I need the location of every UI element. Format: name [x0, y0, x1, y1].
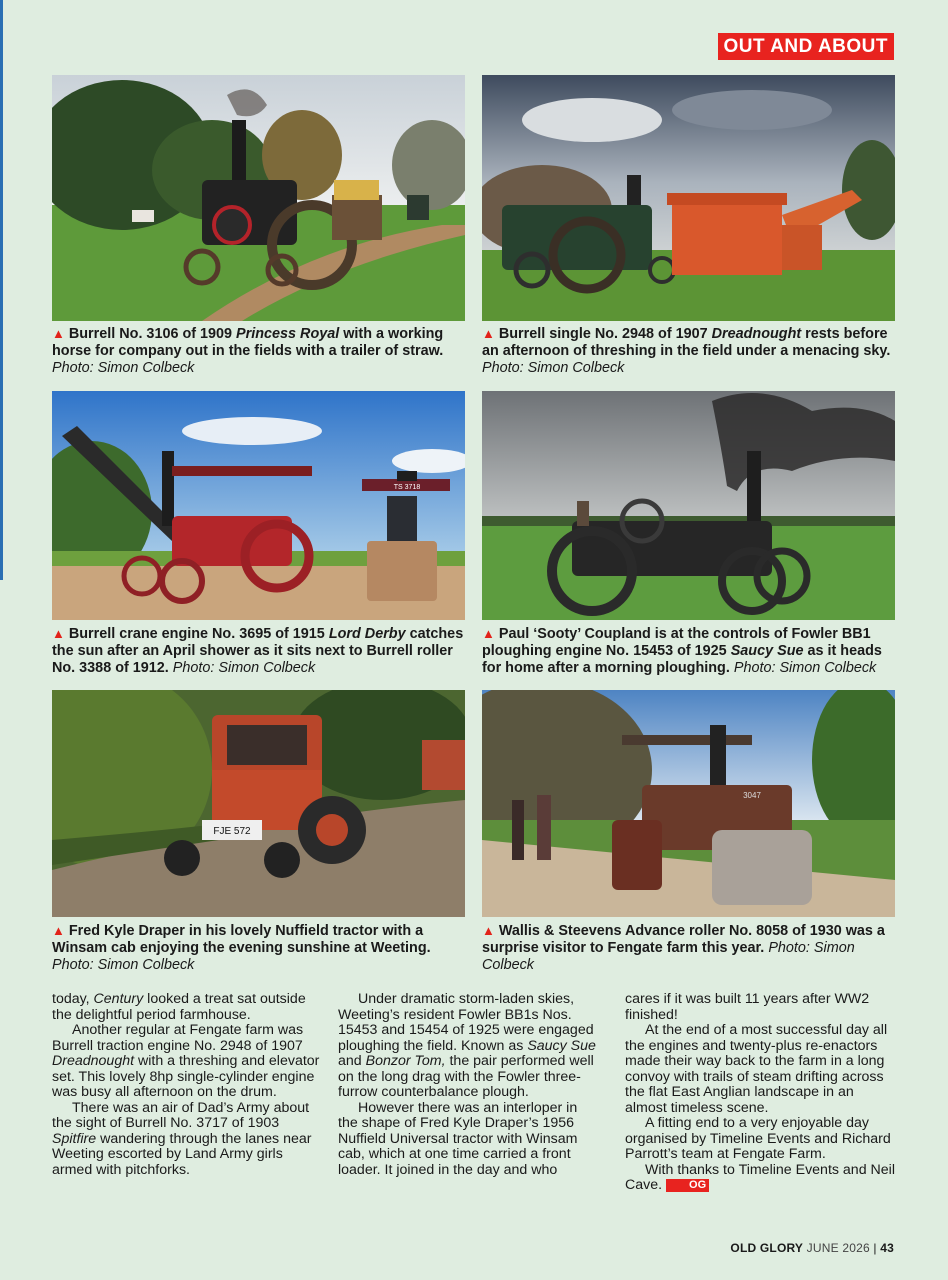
engine-name: Spitfire — [52, 1130, 97, 1147]
caption-engine-name: Saucy Sue — [730, 643, 804, 659]
caption-nuffield-tractor — [52, 922, 472, 974]
engine-name: Century — [93, 991, 144, 1007]
caption-triangle-icon: ▲ — [52, 923, 65, 938]
page-number: 43 — [880, 1241, 894, 1255]
caption-triangle-icon: ▲ — [482, 923, 495, 938]
caption-triangle-icon: ▲ — [52, 326, 65, 341]
engine-name: Dreadnought — [52, 1053, 135, 1069]
photo-saucy-sue — [482, 391, 895, 620]
text-run: There was an air of Dad’s Army about the sight of Burrell No. 3717 of 1903 — [52, 1099, 310, 1131]
paragraph: A fitting end to a very enjoyable day organised by Timeline Events and Richard Parrott’s team at Fengate Farm. — [625, 1115, 891, 1162]
article-column-2 — [338, 992, 600, 1178]
folio-separator: | — [873, 1241, 877, 1255]
photo-credit: Photo: Simon Colbeck — [482, 940, 855, 973]
article-column-1 — [52, 992, 322, 1178]
text-run: today, — [52, 991, 94, 1007]
text-run: With thanks to Timeline Events and Neil Cave. — [625, 1161, 895, 1193]
paragraph: However there was an interloper in the shape of Fred Kyle Draper’s 1956 Nuffield Universal tractor with Winsam cab, which at one time carried a front loader. It joined in the day and who — [338, 1099, 578, 1178]
edge-color-bar — [0, 0, 3, 580]
paragraph — [52, 1023, 322, 1101]
page-folio — [730, 1241, 894, 1255]
caption-text: catches the sun after an April shower as it sits next to Burrell roller No. 3388 of 1912. — [52, 626, 464, 676]
paragraph: At the end of a most successful day all the engines and twenty-plus re-enactors made their way back to the farm in a long convoy with trails of steam drifting across the flat East Anglian landscape in an almost timeless scene. — [625, 1022, 888, 1116]
caption-lord-derby — [52, 625, 472, 677]
caption-text: Burrell crane engine No. 3695 of 1915 — [68, 626, 329, 642]
photo-credit: Photo: Simon Colbeck — [733, 660, 877, 676]
photo-credit: Photo: Simon Colbeck — [172, 660, 316, 676]
paragraph: cares if it was built 11 years after WW2 finished! — [625, 991, 870, 1023]
paragraph — [625, 1163, 895, 1194]
caption-triangle-icon: ▲ — [482, 326, 495, 341]
caption-text: Wallis & Steevens Advance roller No. 8058 of 1930 was a surprise visitor to Fengate farm this year. — [482, 923, 885, 956]
section-tag: OUT AND ABOUT — [718, 33, 894, 60]
issue-date: JUNE 2026 — [806, 1241, 870, 1255]
text-run: wandering through the lanes near Weeting escorted by Land Army girls armed with pitchforks. — [52, 1130, 312, 1178]
caption-saucy-sue — [482, 625, 902, 677]
og-end-mark: OG — [666, 1179, 709, 1192]
magazine-name: OLD GLORY — [730, 1241, 804, 1255]
caption-engine-name: Princess Royal — [236, 326, 340, 342]
paragraph — [52, 992, 322, 1023]
engine-name: Bonzor Tom, — [365, 1053, 446, 1069]
paragraph — [52, 1101, 322, 1179]
caption-text: as it heads for home after a morning ploughing. — [482, 643, 882, 676]
paragraph — [338, 992, 600, 1101]
caption-text: Burrell No. 3106 of 1909 — [68, 326, 237, 342]
photo-dreadnought — [482, 75, 895, 321]
caption-wallis-roller — [482, 922, 902, 974]
caption-dreadnought — [482, 325, 902, 377]
text-run: looked a treat sat outside the delightful period farmhouse. — [52, 991, 306, 1023]
photo-credit: Photo: Simon Colbeck — [52, 957, 195, 973]
photo-lord-derby — [52, 391, 465, 620]
photo-princess-royal — [52, 75, 465, 321]
engine-name: Saucy Sue — [527, 1037, 596, 1054]
roller-plate-text: TS 3718 — [393, 484, 421, 491]
caption-triangle-icon: ▲ — [52, 626, 65, 641]
caption-text: rests before an afternoon of threshing in the field under a menacing sky. — [482, 326, 891, 359]
caption-text: Fred Kyle Draper in his lovely Nuffield tractor with a Winsam cab enjoying the evening sunshine at Weeting. — [52, 923, 431, 956]
text-run: Another regular at Fengate farm was Burrell traction engine No. 2948 of 1907 — [52, 1022, 304, 1054]
article-column-3 — [625, 992, 895, 1194]
photo-credit: Photo: Simon Colbeck — [482, 360, 625, 376]
caption-text: Paul ‘Sooty’ Coupland is at the controls of Fowler BB1 ploughing engine No. 15453 of 1925 — [482, 626, 871, 659]
roller-plate-text: 3047 — [743, 791, 761, 800]
photo-nuffield-tractor — [52, 690, 465, 917]
caption-triangle-icon: ▲ — [482, 626, 495, 641]
caption-princess-royal — [52, 325, 472, 377]
photo-wallis-roller — [482, 690, 895, 917]
text-run: and — [338, 1053, 366, 1069]
caption-engine-name: Lord Derby — [328, 626, 406, 642]
tractor-plate-text: FJE 572 — [213, 826, 251, 837]
caption-text: with a working horse for company out in the fields with a trailer of straw. — [52, 326, 444, 359]
photo-credit: Photo: Simon Colbeck — [52, 360, 195, 376]
text-run: Under dramatic storm-laden skies, Weeting’s resident Fowler BB1s Nos. 15453 and 15454 of 1925 were engaged ploughing the field. Known as — [338, 991, 594, 1054]
text-run: with a threshing and elevator set. This lovely 8hp single-cylinder engine was busy all afternoon on the drum. — [52, 1053, 320, 1100]
caption-engine-name: Dreadnought — [711, 326, 802, 342]
text-run: the pair performed well on the long drag with the Fowler three-furrow counterbalance plough. — [338, 1053, 594, 1100]
caption-text: Burrell single No. 2948 of 1907 — [498, 326, 712, 342]
